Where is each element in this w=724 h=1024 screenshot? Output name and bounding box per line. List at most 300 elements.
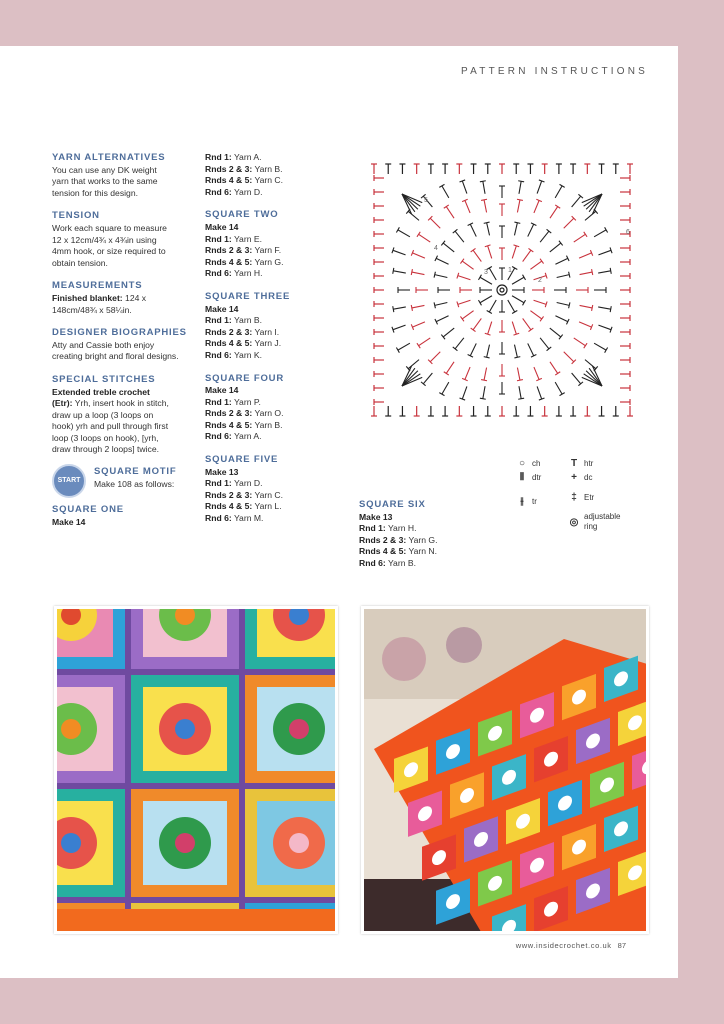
round-row — [205, 501, 345, 513]
chart-stitch — [579, 322, 591, 327]
round-yarn: Yarn C. — [252, 175, 284, 186]
round-label: Rnds 2 & 3: — [359, 534, 407, 545]
chart-stitch — [435, 302, 448, 305]
chart-stitch — [534, 300, 547, 304]
chart-stitch — [458, 276, 471, 280]
chart-stitch — [540, 338, 549, 349]
round-row — [205, 350, 345, 362]
chart-stitch — [435, 275, 448, 278]
chart-stitch — [523, 318, 531, 329]
chart-stitch — [393, 271, 406, 273]
chart-stitch — [579, 253, 591, 258]
round-yarn: Yarn B. — [231, 315, 262, 326]
round-label: Rnd 1: — [205, 478, 232, 489]
round-number-label: 3 — [484, 269, 488, 276]
floral-cushion-pattern — [382, 637, 426, 681]
page-footer — [516, 941, 626, 950]
text-line: 148cm/48¾ x 58¼in. — [52, 304, 132, 315]
chart-stitch — [484, 368, 487, 381]
chart-stitch — [446, 362, 454, 374]
round-yarn: Yarn D. — [231, 186, 263, 197]
chart-stitch — [480, 398, 486, 399]
round-yarn: Yarn E. — [231, 233, 262, 244]
blanket-sofa-photo — [361, 606, 649, 934]
chart-stitch — [508, 300, 515, 312]
chart-stitch — [534, 200, 539, 212]
round-row — [359, 523, 499, 535]
round-yarn: Yarn O. — [252, 408, 284, 419]
round-label: Rnds 4 & 5: — [205, 175, 253, 186]
chart-stitch — [586, 194, 602, 209]
stitch-abbrev: (Etr): — [52, 398, 73, 409]
round-label: Rnd 6: — [205, 513, 232, 524]
make-count-text: Make 14 — [52, 516, 86, 527]
chart-stitch — [540, 259, 544, 264]
chart-stitch — [528, 343, 534, 355]
text-line: You can use any DK weight — [52, 164, 157, 175]
chart-stitch — [470, 343, 476, 355]
chart-stitch — [598, 325, 611, 330]
legend-label: dc — [584, 473, 593, 482]
chart-stitch — [512, 296, 524, 303]
chart-stitch — [430, 218, 440, 228]
square-heading: SQUARE SIX — [359, 499, 426, 510]
chart-stitch — [530, 311, 541, 319]
chart-stitch — [489, 300, 496, 312]
round-label: Rnds 4 & 5: — [205, 256, 253, 267]
flower-center — [289, 719, 309, 739]
round-number-label: 1 — [508, 267, 512, 274]
chart-stitch — [512, 322, 516, 335]
ch-icon: ○ — [518, 458, 526, 469]
dc-icon: + — [571, 472, 577, 483]
legend-label: htr — [584, 459, 594, 468]
chart-stitch — [462, 311, 473, 319]
floral-cushion-pattern — [446, 627, 482, 663]
chart-stitch — [443, 243, 454, 252]
chart-stitch — [580, 272, 593, 275]
chart-stitch — [555, 205, 560, 208]
make-count — [52, 517, 192, 529]
column-one — [52, 152, 192, 528]
chart-stitch — [517, 199, 523, 200]
chart-stitch — [462, 386, 467, 399]
tr-icon: ⫲ — [520, 496, 524, 507]
round-row — [205, 397, 345, 409]
chart-stitch — [598, 271, 611, 273]
website-url: www.insidecrochet.co.uk — [515, 941, 612, 950]
square-motif-block — [52, 464, 192, 498]
flower-center — [175, 833, 195, 853]
round-label: Rnds 2 & 3: — [205, 489, 253, 500]
chart-stitch — [514, 223, 517, 236]
round-yarn: Yarn H. — [385, 523, 417, 534]
round-row — [205, 478, 345, 490]
chart-stitch — [487, 223, 490, 236]
text-line: draw up a loop (3 loops on — [52, 409, 154, 420]
round-label: Rnd 1: — [205, 396, 232, 407]
text-line: draw through 2 loops] twice. — [52, 444, 160, 455]
flower-center — [175, 719, 195, 739]
chart-stitch — [540, 231, 549, 242]
chart-stitch — [434, 302, 435, 308]
blanket-border — [57, 909, 338, 934]
chart-stitch — [557, 302, 570, 305]
round-row — [205, 513, 345, 525]
round-row — [205, 257, 345, 269]
legend-dtr — [516, 472, 541, 483]
chart-stitch — [592, 269, 593, 275]
chart-stitch — [530, 261, 541, 269]
chart-stitch — [584, 343, 587, 348]
chart-stitch — [514, 357, 520, 358]
crochet-chart-svg — [362, 154, 642, 426]
chart-stitch — [555, 382, 562, 394]
chart-stitch — [412, 253, 424, 258]
start-badge: START — [52, 464, 86, 498]
text-line: Work each square to measure — [52, 222, 167, 233]
round-label: Rnd 1: — [359, 523, 386, 534]
text-line: creating bright and floral designs. — [52, 351, 179, 362]
round-row — [205, 420, 345, 432]
round-label: Rnds 4 & 5: — [359, 546, 407, 557]
flower-center — [289, 833, 309, 853]
chart-stitch — [484, 222, 490, 223]
square-one-heading: SQUARE ONE — [52, 504, 124, 516]
round-row — [205, 315, 345, 327]
chart-stitch — [550, 207, 558, 219]
text-line: Make 108 as follows: — [94, 478, 175, 489]
round-yarn: Yarn G. — [406, 534, 438, 545]
htr-icon: T — [570, 458, 578, 469]
chart-stitch — [402, 194, 418, 209]
chart-stitch — [393, 307, 406, 309]
special-stitches-heading: SPECIAL STITCHES — [52, 373, 156, 385]
legend-ch — [516, 458, 540, 469]
chart-stitch — [480, 296, 492, 303]
square-heading: SQUARE THREE — [205, 290, 291, 302]
designer-heading: DESIGNER BIOGRAPHIES — [52, 327, 187, 339]
round-label: Rnd 1: — [205, 152, 232, 162]
chart-stitch — [480, 181, 486, 182]
chart-stitch — [574, 234, 586, 242]
chart-stitch — [434, 272, 435, 278]
chart-stitch — [471, 248, 476, 252]
chart-stitch — [458, 300, 471, 304]
text-line: hook) yrh and pull through first — [52, 421, 169, 432]
make-count-text: Make 14 — [205, 303, 239, 314]
chart-stitch — [460, 316, 464, 321]
chart-stitch — [488, 246, 492, 259]
make-count-text: Make 13 — [205, 466, 239, 477]
ring-label-2: ring — [584, 522, 598, 531]
chart-stitch — [523, 250, 531, 261]
chart-stitch — [417, 232, 420, 237]
chart-stitch — [598, 250, 611, 255]
round-label: Rnds 4 & 5: — [205, 419, 253, 430]
measurements-heading: MEASUREMENTS — [52, 280, 143, 292]
tension-heading: TENSION — [52, 210, 100, 222]
round-row — [205, 408, 345, 420]
flower-petals — [159, 931, 211, 934]
chart-stitch — [550, 362, 558, 374]
round-yarn: Yarn B. — [385, 557, 416, 568]
round-yarn: Yarn G. — [252, 256, 284, 267]
chart-stitch — [419, 234, 431, 242]
measurement-label: Finished blanket: — [52, 292, 123, 303]
yarn-alternatives-heading: YARN ALTERNATIVES — [52, 152, 166, 163]
legend-tr — [516, 496, 537, 507]
round-row — [205, 338, 345, 350]
chart-stitch — [537, 181, 542, 194]
chart-stitch — [555, 316, 567, 322]
etr-icon: ‡ — [571, 492, 577, 503]
chart-stitch — [586, 371, 602, 386]
chart-stitch — [398, 343, 410, 350]
make-count — [205, 385, 345, 397]
chart-stitch — [462, 181, 467, 194]
round-label: Rnd 1: — [205, 315, 232, 326]
make-count-text: Make 14 — [205, 385, 239, 396]
flower-center — [61, 719, 81, 739]
blanket-closeup-photo — [54, 606, 338, 934]
round-number-label: 2 — [538, 277, 542, 284]
chart-stitch — [402, 371, 418, 386]
round-yarn: Yarn B. — [252, 163, 283, 174]
chart-stitch — [442, 382, 449, 394]
adjustable-ring-icon — [500, 288, 504, 292]
square-heading: SQUARE FIVE — [205, 454, 279, 466]
chart-stitch — [436, 316, 448, 322]
round-label: Rnd 6: — [205, 431, 232, 442]
flower-petals — [57, 931, 97, 934]
chart-stitch — [555, 372, 560, 375]
chart-stitch — [483, 181, 485, 194]
round-row — [205, 164, 345, 176]
round-label: Rnds 2 & 3: — [205, 326, 253, 337]
chart-stitch — [412, 272, 425, 275]
round-row — [205, 152, 345, 164]
chart-stitch — [514, 345, 517, 358]
round-row — [205, 234, 345, 246]
chart-stitch — [462, 261, 473, 269]
chart-stitch — [594, 343, 606, 350]
text-line: loop (3 loops on hook), [yrh, — [52, 432, 159, 443]
legend-etr — [568, 492, 594, 503]
chart-stitch — [572, 196, 581, 207]
text-line: yarn that works to the same — [52, 176, 158, 187]
chart-stitch — [412, 305, 425, 308]
chart-stitch — [550, 328, 561, 337]
round-row — [359, 535, 499, 547]
legend-label: tr — [532, 497, 537, 506]
chart-stitch — [465, 200, 470, 212]
text-line: Atty and Cassie both enjoy — [52, 339, 155, 350]
chart-stitch — [412, 322, 424, 327]
chart-stitch — [484, 200, 487, 213]
text-line: obtain tension. — [52, 257, 108, 268]
text-line: 4mm hook, or size required to — [52, 246, 166, 257]
chart-stitch — [419, 338, 431, 346]
square-heading: SQUARE TWO — [205, 209, 279, 221]
page-number: 87 — [617, 941, 626, 950]
round-row — [205, 175, 345, 187]
round-row — [205, 431, 345, 443]
magazine-page — [0, 46, 678, 978]
chart-stitch — [473, 250, 481, 261]
chart-stitch — [594, 230, 606, 237]
text-line — [52, 398, 192, 410]
round-label: Rnds 4 & 5: — [205, 501, 253, 512]
chart-stitch — [585, 211, 596, 220]
round-number-label: 5 — [424, 197, 428, 204]
chart-stitch — [470, 224, 476, 236]
chart-stitch — [480, 277, 492, 284]
adjustable-ring-icon — [497, 285, 507, 295]
chart-stitch — [487, 345, 490, 358]
stitch-text: Yrh, insert hook in stitch, — [72, 398, 169, 409]
round-yarn: Yarn K. — [231, 349, 262, 360]
ring-label-1: adjustable — [584, 512, 621, 521]
round-row — [359, 546, 499, 558]
chart-stitch — [411, 269, 412, 275]
chart-stitch — [393, 325, 406, 330]
crochet-chart — [362, 154, 642, 426]
round-yarn: Yarn D. — [231, 478, 263, 489]
chart-stitch — [528, 328, 533, 332]
flower-petals — [273, 931, 325, 934]
chart-stitch — [518, 181, 524, 182]
chart-stitch — [444, 205, 449, 208]
round-number-label: 4 — [434, 245, 438, 252]
chart-stitch — [455, 231, 464, 242]
chart-stitch — [519, 181, 521, 194]
legend-label: Etr — [584, 493, 595, 502]
chart-stitch — [489, 268, 496, 280]
round-label: Rnd 1: — [205, 233, 232, 244]
chart-stitch — [598, 307, 611, 309]
chart-stitch — [471, 328, 476, 332]
round-row — [205, 490, 345, 502]
chart-stitch — [580, 305, 593, 308]
chart-stitch — [481, 380, 487, 381]
round-label: Rnd 6: — [205, 268, 232, 279]
dtr-icon: ⫴ — [519, 472, 525, 483]
round-yarn: Yarn M. — [231, 513, 264, 524]
chart-stitch — [564, 352, 574, 362]
measurement-value: 124 x — [122, 292, 147, 303]
chart-stitch — [488, 322, 492, 335]
make-count — [205, 222, 345, 234]
chart-stitch — [398, 230, 410, 237]
column-two — [205, 152, 345, 525]
round-row — [205, 268, 345, 280]
round-label: Rnd 6: — [205, 186, 232, 197]
round-yarn: Yarn A. — [231, 152, 262, 162]
chart-stitch — [540, 316, 544, 321]
round-label: Rnds 2 & 3: — [205, 245, 253, 256]
chart-stitch — [528, 224, 534, 236]
round-yarn: Yarn N. — [406, 546, 438, 557]
round-label: Rnds 2 & 3: — [205, 408, 253, 419]
chart-stitch — [423, 373, 432, 384]
round-yarn: Yarn F. — [252, 245, 282, 256]
chart-stitch — [443, 328, 454, 337]
chart-stitch — [512, 246, 516, 259]
legend-ring — [568, 512, 620, 532]
make-count-text: Make 13 — [359, 511, 393, 522]
chart-stitch — [610, 268, 611, 274]
text-line — [52, 387, 192, 399]
chart-stitch — [572, 373, 581, 384]
chart-stitch — [408, 211, 419, 220]
chart-stitch — [610, 306, 611, 312]
chart-stitch — [555, 258, 567, 264]
stitch-name: Extended treble crochet — [52, 386, 150, 397]
round-yarn: Yarn H. — [231, 268, 263, 279]
chart-stitch — [481, 199, 487, 200]
round-yarn: Yarn C. — [252, 489, 284, 500]
chart-stitch — [555, 186, 562, 198]
round-number-label: 6 — [626, 229, 630, 236]
round-row — [205, 327, 345, 339]
chart-stitch — [408, 360, 419, 369]
chart-stitch — [483, 386, 485, 399]
chart-stitch — [465, 367, 470, 379]
chart-stitch — [517, 368, 520, 381]
chart-stitch — [444, 372, 449, 375]
chart-stitch — [519, 386, 521, 399]
blanket-closeup-image — [57, 609, 338, 934]
round-label: Rnds 4 & 5: — [205, 338, 253, 349]
square-heading: SQUARE FOUR — [205, 372, 284, 384]
round-yarn: Yarn J. — [252, 338, 282, 349]
chart-stitch — [574, 338, 586, 346]
chart-stitch — [514, 222, 520, 223]
chart-stitch — [446, 207, 454, 219]
make-count-text: Make 14 — [205, 221, 239, 232]
chart-stitch — [517, 200, 520, 213]
round-label: Rnds 2 & 3: — [205, 163, 253, 174]
chart-stitch — [393, 306, 394, 312]
legend-label — [584, 512, 620, 532]
chart-stitch — [442, 186, 449, 198]
round-yarn: Yarn P. — [231, 396, 261, 407]
text-line — [52, 293, 192, 305]
round-row — [359, 558, 499, 570]
chart-stitch — [518, 398, 524, 399]
section-header: PATTERN INSTRUCTIONS — [461, 66, 648, 77]
chart-stitch — [537, 386, 542, 399]
chart-stitch — [460, 259, 464, 264]
chart-stitch — [569, 302, 570, 308]
chart-stitch — [517, 380, 523, 381]
chart-stitch — [393, 250, 406, 255]
chart-stitch — [430, 352, 440, 362]
chart-stitch — [564, 218, 574, 228]
round-row — [205, 187, 345, 199]
chart-stitch — [528, 248, 533, 252]
legend-label: ch — [532, 459, 541, 468]
chart-stitch — [417, 343, 420, 348]
legend-label: dtr — [532, 473, 542, 482]
blanket-sofa-image — [364, 609, 649, 934]
chart-stitch — [393, 268, 394, 274]
round-yarn: Yarn A. — [231, 431, 262, 442]
chart-stitch — [550, 243, 561, 252]
column-three — [359, 499, 499, 570]
make-count — [359, 512, 499, 524]
